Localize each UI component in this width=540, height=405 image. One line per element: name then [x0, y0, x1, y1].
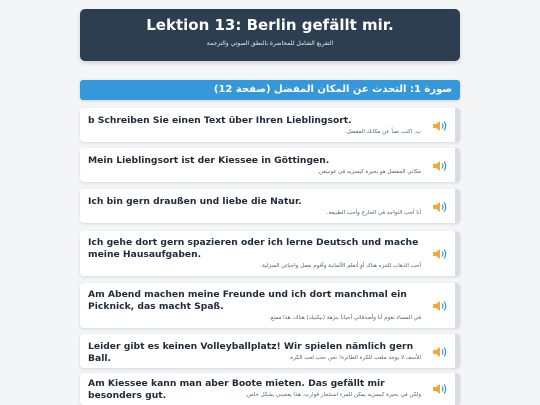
sentence-card — [80, 283, 460, 328]
arabic-translation: في المساء نقوم أنا وأصدقائي أحياناً بنزهة (بيكنيك) هناك، هذا ممتع. — [268, 315, 421, 321]
section-heading — [80, 80, 460, 100]
lesson-title: Lektion 13: Berlin gefällt mir. — [146, 16, 394, 34]
arabic-translation: ولكن في بحيرة كيسزيه يمكن للمرء استئجار قوارب. هذا يعجبني بشكل خاص. — [245, 392, 421, 398]
speaker-icon[interactable] — [431, 344, 449, 358]
lesson-subtitle: التفريغ الشامل للمحاضرة بالنطق الصوتي والترجمة — [206, 40, 334, 47]
german-sentence: Leider gibt es keinen Volleyballplatz! Wir spielen nämlich gern Ball. — [88, 341, 414, 364]
sentence-card — [80, 108, 460, 142]
arabic-translation: أنا أحب التواجد في الخارج وأحب الطبيعة. — [326, 210, 421, 216]
speaker-icon[interactable] — [431, 246, 449, 260]
german-sentence: b Schreiben Sie einen Text über Ihren Lieblingsort. — [88, 115, 352, 126]
speaker-icon[interactable] — [431, 158, 449, 172]
arabic-translation: أحب الذهاب للتنزه هناك أو أتعلم الألمانية وأقوم بعمل واجباتي المنزلية. — [260, 263, 421, 269]
sentence-card — [80, 148, 460, 182]
german-sentence: Ich bin gern draußen und liebe die Natur. — [88, 196, 302, 207]
speaker-icon[interactable] — [431, 381, 449, 395]
arabic-translation: ب. اكتب نصاً عن مكانك المفضل. — [345, 129, 421, 135]
sentence-card — [80, 373, 460, 405]
speaker-icon[interactable] — [431, 199, 449, 213]
german-sentence: Am Kiessee kann man aber Boote mieten. Das gefällt mir besonders gut. — [88, 378, 385, 401]
sentence-card — [80, 231, 460, 276]
speaker-icon[interactable] — [431, 298, 449, 312]
sentence-card — [80, 189, 460, 223]
sentence-card — [80, 334, 460, 368]
speaker-icon[interactable] — [431, 118, 449, 132]
arabic-translation: للأسف لا يوجد ملعب للكرة الطائرة! نحن نحب لعب الكرة. — [288, 355, 421, 361]
german-sentence: Ich gehe dort gern spazieren oder ich lerne Deutsch und mache meine Hausaufgaben. — [88, 237, 419, 260]
german-sentence: Mein Lieblingsort ist der Kiessee in Göttingen. — [88, 155, 330, 166]
lesson-header — [80, 9, 460, 61]
section-title: صورة 1: التحدث عن المكان المفضل (صفحة 12) — [213, 84, 452, 95]
german-sentence: Am Abend machen meine Freunde und ich dort manchmal ein Picknick, das macht Spaß. — [88, 289, 407, 312]
arabic-translation: مكاني المفضل هو بحيرة كيسزيه في غوتينغن. — [317, 169, 421, 175]
